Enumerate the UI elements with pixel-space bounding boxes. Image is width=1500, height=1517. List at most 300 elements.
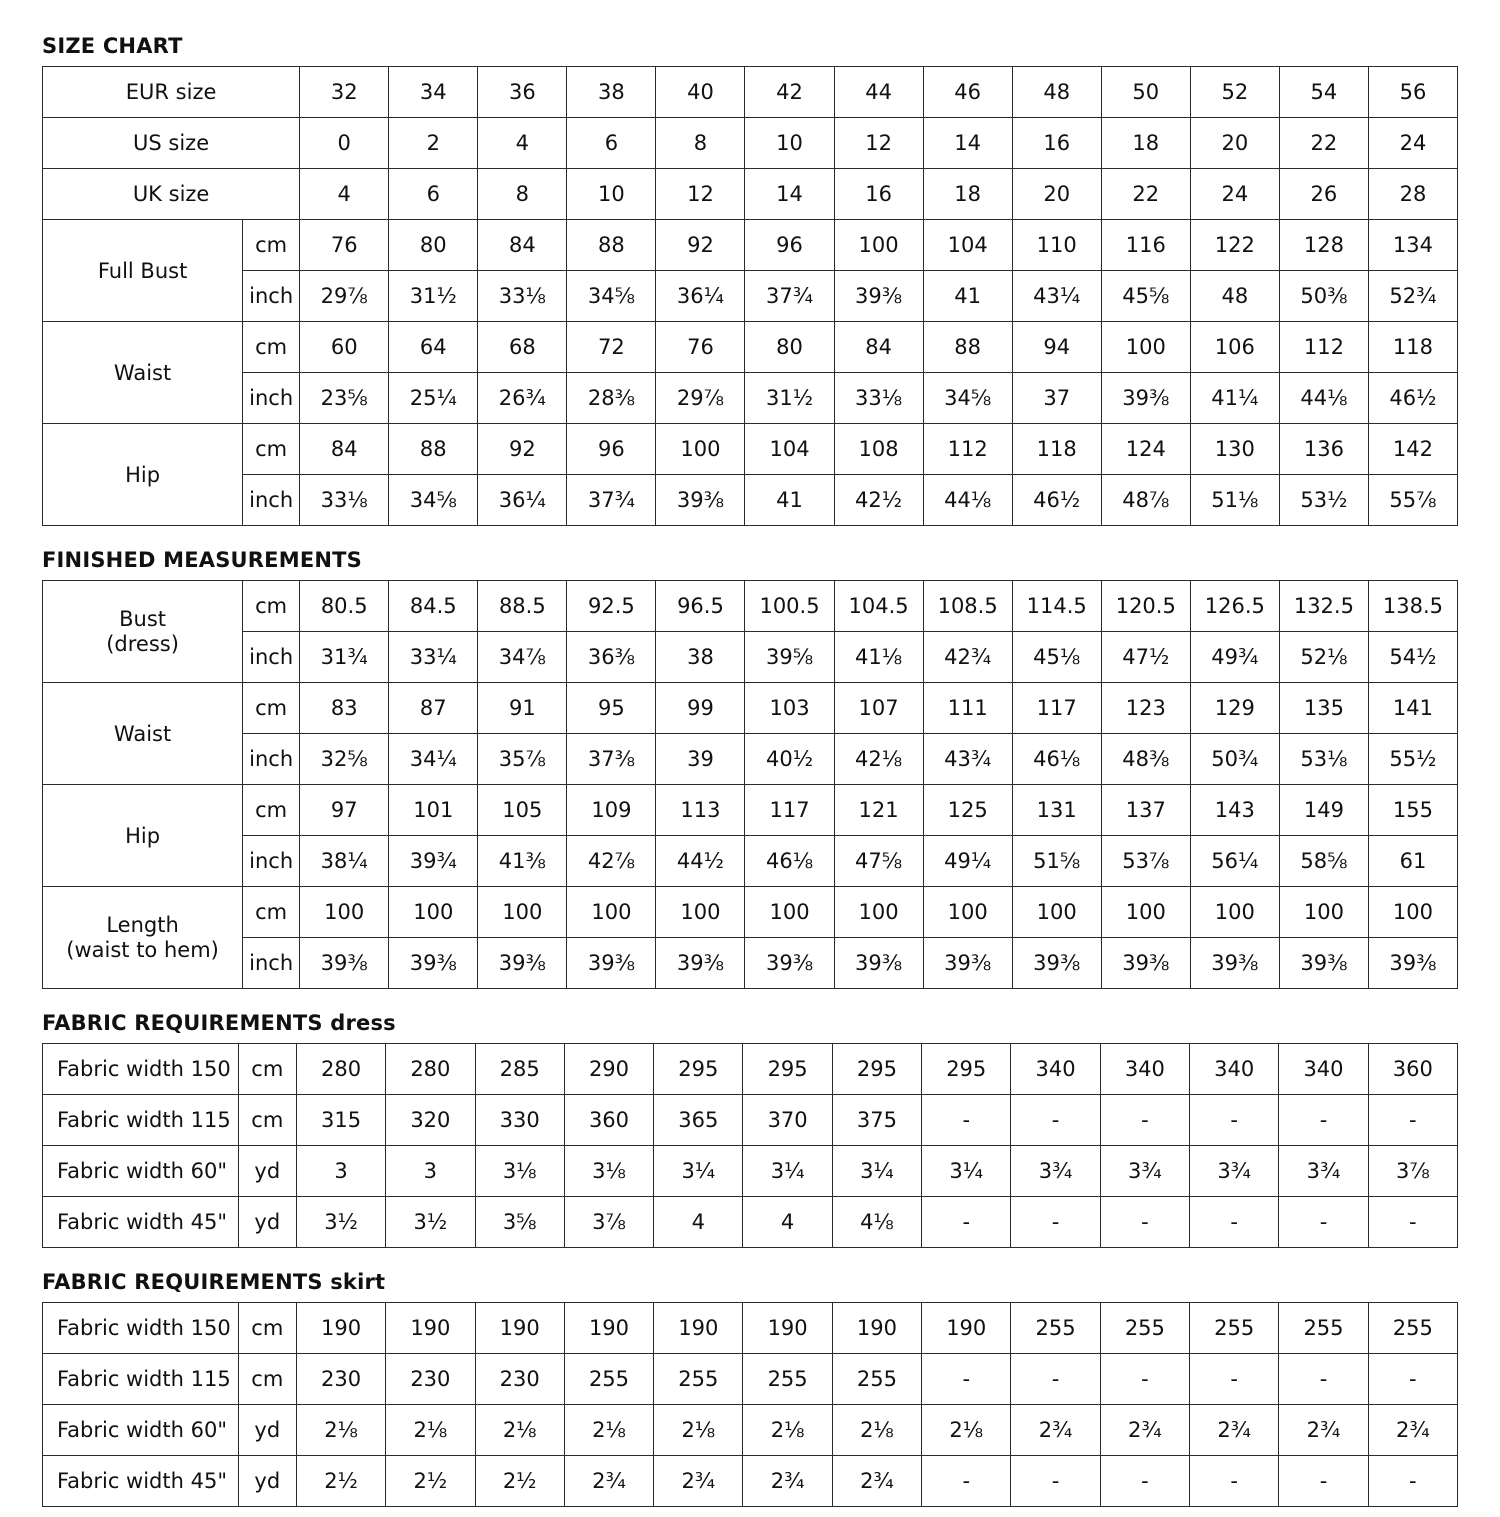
table-cell: 39⅜ bbox=[1190, 938, 1279, 989]
row-unit: inch bbox=[243, 475, 300, 526]
table-cell: 108.5 bbox=[923, 581, 1012, 632]
table-cell: 123 bbox=[1101, 683, 1190, 734]
table-cell: 34 bbox=[389, 67, 478, 118]
table-cell: 34⅞ bbox=[478, 632, 567, 683]
table-cell: 149 bbox=[1279, 785, 1368, 836]
table-cell: 365 bbox=[654, 1095, 743, 1146]
row-unit: cm bbox=[238, 1303, 296, 1354]
table-cell: 43¾ bbox=[923, 734, 1012, 785]
table-cell: 39⅜ bbox=[656, 475, 745, 526]
table-cell: 280 bbox=[296, 1044, 385, 1095]
table-cell: 32⅝ bbox=[300, 734, 389, 785]
table-cell: 33⅛ bbox=[478, 271, 567, 322]
row-unit: yd bbox=[238, 1146, 296, 1197]
table-cell: 56¼ bbox=[1190, 836, 1279, 887]
table-cell: 8 bbox=[478, 169, 567, 220]
row-unit: cm bbox=[243, 683, 300, 734]
table-row bbox=[43, 1405, 1458, 1456]
table-cell: - bbox=[1190, 1456, 1279, 1507]
table-cell: 49¾ bbox=[1190, 632, 1279, 683]
table-cell: 80.5 bbox=[300, 581, 389, 632]
table-cell: 50 bbox=[1101, 67, 1190, 118]
table-cell: 100 bbox=[1101, 322, 1190, 373]
row-label: US size bbox=[43, 118, 300, 169]
table-cell: 38 bbox=[567, 67, 656, 118]
table-cell: 6 bbox=[389, 169, 478, 220]
row-unit: cm bbox=[238, 1354, 296, 1405]
table-cell: 80 bbox=[389, 220, 478, 271]
table-cell: - bbox=[922, 1456, 1011, 1507]
table-row bbox=[43, 683, 1458, 734]
table-cell: 43¼ bbox=[1012, 271, 1101, 322]
table-cell: - bbox=[1368, 1354, 1457, 1405]
table-row bbox=[43, 1146, 1458, 1197]
table-cell: 61 bbox=[1368, 836, 1457, 887]
row-label: Fabric width 150 bbox=[43, 1044, 239, 1095]
table-cell: 36¼ bbox=[656, 271, 745, 322]
table-cell: 42⅞ bbox=[567, 836, 656, 887]
table-cell: 16 bbox=[1012, 118, 1101, 169]
table-cell: 295 bbox=[654, 1044, 743, 1095]
row-label: Hip bbox=[43, 424, 243, 526]
table-cell: 290 bbox=[564, 1044, 653, 1095]
table-cell: 155 bbox=[1368, 785, 1457, 836]
row-unit: yd bbox=[238, 1197, 296, 1248]
table-cell: - bbox=[1011, 1456, 1100, 1507]
row-label: Fabric width 150 bbox=[43, 1303, 239, 1354]
table-cell: 370 bbox=[743, 1095, 832, 1146]
table-cell: - bbox=[1100, 1197, 1189, 1248]
table-cell: 56 bbox=[1368, 67, 1457, 118]
table-cell: 4 bbox=[654, 1197, 743, 1248]
table-cell: - bbox=[1368, 1456, 1457, 1507]
table-cell: - bbox=[1011, 1197, 1100, 1248]
table-cell: 118 bbox=[1368, 322, 1457, 373]
table-cell: 3 bbox=[296, 1146, 385, 1197]
table-cell: 2¾ bbox=[1368, 1405, 1457, 1456]
section-title-size-chart: SIZE CHART bbox=[42, 34, 183, 58]
table-cell: 96 bbox=[567, 424, 656, 475]
table-cell: 255 bbox=[1190, 1303, 1279, 1354]
table-cell: 46⅛ bbox=[1012, 734, 1101, 785]
row-unit: yd bbox=[238, 1405, 296, 1456]
table-cell: 40½ bbox=[745, 734, 834, 785]
table-cell: 48⅜ bbox=[1101, 734, 1190, 785]
table-cell: 40 bbox=[656, 67, 745, 118]
table-cell: 44⅛ bbox=[923, 475, 1012, 526]
table-cell: - bbox=[1279, 1095, 1368, 1146]
table-cell: 54 bbox=[1279, 67, 1368, 118]
table-cell: 122 bbox=[1190, 220, 1279, 271]
table-cell: 39⅜ bbox=[300, 938, 389, 989]
table-cell: 44 bbox=[834, 67, 923, 118]
table-cell: 142 bbox=[1368, 424, 1457, 475]
table-cell: 255 bbox=[1100, 1303, 1189, 1354]
table-cell: 29⅞ bbox=[656, 373, 745, 424]
table-cell: 190 bbox=[832, 1303, 921, 1354]
table-cell: 132.5 bbox=[1279, 581, 1368, 632]
table-cell: 320 bbox=[386, 1095, 475, 1146]
table-fabric-requirements-dress bbox=[42, 1043, 1458, 1248]
row-label: Hip bbox=[43, 785, 243, 887]
table-row bbox=[43, 887, 1458, 938]
table-cell: 35⅞ bbox=[478, 734, 567, 785]
table-cell: 2¾ bbox=[1279, 1405, 1368, 1456]
table-cell: 255 bbox=[1368, 1303, 1457, 1354]
table-cell: 76 bbox=[656, 322, 745, 373]
table-cell: - bbox=[1279, 1354, 1368, 1405]
table-cell: 2⅛ bbox=[832, 1405, 921, 1456]
table-cell: 41¼ bbox=[1190, 373, 1279, 424]
table-cell: 39⅜ bbox=[656, 938, 745, 989]
table-cell: 2¾ bbox=[743, 1456, 832, 1507]
table-cell: 55½ bbox=[1368, 734, 1457, 785]
table-cell: 360 bbox=[564, 1095, 653, 1146]
row-label: EUR size bbox=[43, 67, 300, 118]
table-cell: 39⅜ bbox=[1012, 938, 1101, 989]
table-cell: 36⅜ bbox=[567, 632, 656, 683]
table-cell: 100 bbox=[389, 887, 478, 938]
table-cell: 2¾ bbox=[564, 1456, 653, 1507]
row-label: Fabric width 60" bbox=[43, 1146, 239, 1197]
table-cell: 2¾ bbox=[1100, 1405, 1189, 1456]
table-cell: 2⅛ bbox=[296, 1405, 385, 1456]
table-cell: 100.5 bbox=[745, 581, 834, 632]
table-row bbox=[43, 1354, 1458, 1405]
table-cell: 295 bbox=[832, 1044, 921, 1095]
table-cell: - bbox=[922, 1197, 1011, 1248]
table-finished-measurements bbox=[42, 580, 1458, 989]
table-row bbox=[43, 581, 1458, 632]
table-cell: 3½ bbox=[386, 1197, 475, 1248]
table-cell: 114.5 bbox=[1012, 581, 1101, 632]
table-cell: 340 bbox=[1100, 1044, 1189, 1095]
table-cell: - bbox=[922, 1095, 1011, 1146]
table-cell: - bbox=[1100, 1456, 1189, 1507]
table-cell: 2⅛ bbox=[743, 1405, 832, 1456]
table-cell: 34⅝ bbox=[923, 373, 1012, 424]
table-cell: 3⅞ bbox=[1368, 1146, 1457, 1197]
table-cell: - bbox=[1368, 1197, 1457, 1248]
table-cell: 255 bbox=[564, 1354, 653, 1405]
table-cell: 44½ bbox=[656, 836, 745, 887]
table-cell: 103 bbox=[745, 683, 834, 734]
table-row bbox=[43, 118, 1458, 169]
row-unit: inch bbox=[243, 836, 300, 887]
table-cell: 20 bbox=[1012, 169, 1101, 220]
table-cell: 37⅜ bbox=[567, 734, 656, 785]
table-size-chart bbox=[42, 66, 1458, 526]
table-cell: 2⅛ bbox=[475, 1405, 564, 1456]
row-unit: cm bbox=[243, 220, 300, 271]
table-cell: 48 bbox=[1012, 67, 1101, 118]
table-cell: 49¼ bbox=[923, 836, 1012, 887]
table-cell: 39⅜ bbox=[745, 938, 834, 989]
table-cell: 295 bbox=[743, 1044, 832, 1095]
table-cell: 230 bbox=[296, 1354, 385, 1405]
row-unit: cm bbox=[243, 322, 300, 373]
table-cell: 117 bbox=[745, 785, 834, 836]
table-cell: 34⅝ bbox=[389, 475, 478, 526]
table-cell: 33⅛ bbox=[300, 475, 389, 526]
table-cell: 109 bbox=[567, 785, 656, 836]
table-cell: 100 bbox=[1101, 887, 1190, 938]
table-cell: 80 bbox=[745, 322, 834, 373]
table-cell: 68 bbox=[478, 322, 567, 373]
table-cell: 48⅞ bbox=[1101, 475, 1190, 526]
table-cell: 3¼ bbox=[832, 1146, 921, 1197]
table-cell: 88 bbox=[389, 424, 478, 475]
table-cell: 255 bbox=[832, 1354, 921, 1405]
table-cell: 18 bbox=[1101, 118, 1190, 169]
table-cell: 95 bbox=[567, 683, 656, 734]
table-cell: 32 bbox=[300, 67, 389, 118]
table-cell: 72 bbox=[567, 322, 656, 373]
row-label: Waist bbox=[43, 322, 243, 424]
table-cell: 52¾ bbox=[1368, 271, 1457, 322]
table-row bbox=[43, 322, 1458, 373]
table-cell: 285 bbox=[475, 1044, 564, 1095]
row-unit: cm bbox=[238, 1044, 296, 1095]
table-cell: 100 bbox=[1368, 887, 1457, 938]
row-label: Fabric width 45" bbox=[43, 1197, 239, 1248]
row-label: Fabric width 45" bbox=[43, 1456, 239, 1507]
table-cell: 4 bbox=[743, 1197, 832, 1248]
table-cell: 53⅛ bbox=[1279, 734, 1368, 785]
table-cell: 6 bbox=[567, 118, 656, 169]
table-cell: 41⅛ bbox=[834, 632, 923, 683]
table-cell: 41 bbox=[745, 475, 834, 526]
table-cell: 255 bbox=[1011, 1303, 1100, 1354]
row-unit: cm bbox=[243, 581, 300, 632]
table-cell: 76 bbox=[300, 220, 389, 271]
table-cell: 18 bbox=[923, 169, 1012, 220]
table-cell: 295 bbox=[922, 1044, 1011, 1095]
table-cell: 3 bbox=[386, 1146, 475, 1197]
table-row bbox=[43, 1095, 1458, 1146]
table-cell: 375 bbox=[832, 1095, 921, 1146]
table-cell: 100 bbox=[834, 887, 923, 938]
table-cell: 2¾ bbox=[1190, 1405, 1279, 1456]
table-cell: 129 bbox=[1190, 683, 1279, 734]
table-cell: 37¾ bbox=[567, 475, 656, 526]
table-cell: - bbox=[1011, 1095, 1100, 1146]
table-cell: 36 bbox=[478, 67, 567, 118]
table-cell: 16 bbox=[834, 169, 923, 220]
row-unit: cm bbox=[243, 785, 300, 836]
table-row bbox=[43, 1303, 1458, 1354]
table-cell: 131 bbox=[1012, 785, 1101, 836]
table-cell: 126.5 bbox=[1190, 581, 1279, 632]
table-row bbox=[43, 424, 1458, 475]
table-cell: 52⅛ bbox=[1279, 632, 1368, 683]
table-cell: 190 bbox=[743, 1303, 832, 1354]
table-cell: 124 bbox=[1101, 424, 1190, 475]
row-label: Waist bbox=[43, 683, 243, 785]
table-cell: 36¼ bbox=[478, 475, 567, 526]
table-cell: - bbox=[1368, 1095, 1457, 1146]
table-cell: 2 bbox=[389, 118, 478, 169]
table-cell: 100 bbox=[745, 887, 834, 938]
table-cell: - bbox=[1190, 1095, 1279, 1146]
table-cell: 330 bbox=[475, 1095, 564, 1146]
table-cell: 88.5 bbox=[478, 581, 567, 632]
table-cell: 120.5 bbox=[1101, 581, 1190, 632]
table-cell: 3⅛ bbox=[475, 1146, 564, 1197]
table-cell: 39⅜ bbox=[1279, 938, 1368, 989]
table-cell: 190 bbox=[654, 1303, 743, 1354]
table-cell: 39⅜ bbox=[923, 938, 1012, 989]
row-unit: cm bbox=[238, 1095, 296, 1146]
table-cell: 96.5 bbox=[656, 581, 745, 632]
table-cell: 4 bbox=[478, 118, 567, 169]
table-cell: 41 bbox=[923, 271, 1012, 322]
table-cell: 83 bbox=[300, 683, 389, 734]
table-cell: 33⅛ bbox=[834, 373, 923, 424]
table-cell: 230 bbox=[386, 1354, 475, 1405]
table-cell: 100 bbox=[923, 887, 1012, 938]
table-cell: - bbox=[1011, 1354, 1100, 1405]
section-title-fabric-requirements-skirt: FABRIC REQUIREMENTS skirt bbox=[42, 1270, 386, 1294]
table-cell: 138.5 bbox=[1368, 581, 1457, 632]
table-row bbox=[43, 734, 1458, 785]
table-cell: 24 bbox=[1190, 169, 1279, 220]
table-fabric-requirements-skirt bbox=[42, 1302, 1458, 1507]
table-cell: 190 bbox=[386, 1303, 475, 1354]
table-cell: 134 bbox=[1368, 220, 1457, 271]
table-cell: 3¼ bbox=[743, 1146, 832, 1197]
table-cell: 128 bbox=[1279, 220, 1368, 271]
table-cell: 136 bbox=[1279, 424, 1368, 475]
table-cell: 315 bbox=[296, 1095, 385, 1146]
table-cell: 3½ bbox=[296, 1197, 385, 1248]
table-cell: 3¾ bbox=[1011, 1146, 1100, 1197]
table-cell: 26¾ bbox=[478, 373, 567, 424]
row-unit: inch bbox=[243, 373, 300, 424]
table-cell: 105 bbox=[478, 785, 567, 836]
table-cell: 46⅛ bbox=[745, 836, 834, 887]
table-cell: 39⅜ bbox=[567, 938, 656, 989]
table-cell: 190 bbox=[296, 1303, 385, 1354]
table-cell: 100 bbox=[478, 887, 567, 938]
table-cell: 0 bbox=[300, 118, 389, 169]
table-cell: 104.5 bbox=[834, 581, 923, 632]
table-row bbox=[43, 67, 1458, 118]
table-cell: - bbox=[1190, 1197, 1279, 1248]
table-cell: 23⅝ bbox=[300, 373, 389, 424]
table-cell: 3¾ bbox=[1279, 1146, 1368, 1197]
table-cell: 45⅝ bbox=[1101, 271, 1190, 322]
table-cell: 91 bbox=[478, 683, 567, 734]
table-cell: 46 bbox=[923, 67, 1012, 118]
table-cell: 113 bbox=[656, 785, 745, 836]
table-cell: 84.5 bbox=[389, 581, 478, 632]
table-cell: 45⅛ bbox=[1012, 632, 1101, 683]
table-cell: 50¾ bbox=[1190, 734, 1279, 785]
table-cell: 118 bbox=[1012, 424, 1101, 475]
table-cell: 108 bbox=[834, 424, 923, 475]
table-cell: 14 bbox=[923, 118, 1012, 169]
table-cell: 112 bbox=[1279, 322, 1368, 373]
table-cell: 39⅜ bbox=[478, 938, 567, 989]
table-cell: 112 bbox=[923, 424, 1012, 475]
table-cell: 47⅝ bbox=[834, 836, 923, 887]
table-cell: 100 bbox=[834, 220, 923, 271]
table-cell: 96 bbox=[745, 220, 834, 271]
table-cell: 104 bbox=[745, 424, 834, 475]
table-cell: 190 bbox=[475, 1303, 564, 1354]
table-cell: 84 bbox=[834, 322, 923, 373]
table-cell: 2⅛ bbox=[386, 1405, 475, 1456]
table-cell: 28 bbox=[1368, 169, 1457, 220]
table-cell: - bbox=[1279, 1197, 1368, 1248]
table-cell: 37 bbox=[1012, 373, 1101, 424]
table-cell: 141 bbox=[1368, 683, 1457, 734]
table-cell: 2⅛ bbox=[564, 1405, 653, 1456]
table-cell: 26 bbox=[1279, 169, 1368, 220]
table-cell: 3¼ bbox=[922, 1146, 1011, 1197]
table-cell: 42 bbox=[745, 67, 834, 118]
table-cell: 125 bbox=[923, 785, 1012, 836]
table-row bbox=[43, 271, 1458, 322]
row-unit: inch bbox=[243, 271, 300, 322]
row-unit: yd bbox=[238, 1456, 296, 1507]
table-cell: 51⅛ bbox=[1190, 475, 1279, 526]
table-cell: 33¼ bbox=[389, 632, 478, 683]
table-cell: 100 bbox=[656, 424, 745, 475]
table-row bbox=[43, 785, 1458, 836]
table-cell: 14 bbox=[745, 169, 834, 220]
table-cell: 39⅜ bbox=[1368, 938, 1457, 989]
table-cell: 39⅜ bbox=[1101, 938, 1190, 989]
table-cell: 37¾ bbox=[745, 271, 834, 322]
row-label: Fabric width 115 bbox=[43, 1095, 239, 1146]
row-label: Length (waist to hem) bbox=[43, 887, 243, 989]
table-cell: 50⅜ bbox=[1279, 271, 1368, 322]
table-cell: 64 bbox=[389, 322, 478, 373]
section-title-finished-measurements: FINISHED MEASUREMENTS bbox=[42, 548, 362, 572]
table-cell: 92 bbox=[478, 424, 567, 475]
table-cell: 2½ bbox=[475, 1456, 564, 1507]
table-cell: - bbox=[1190, 1354, 1279, 1405]
table-cell: 39⅝ bbox=[745, 632, 834, 683]
table-cell: 2¾ bbox=[654, 1456, 743, 1507]
table-cell: 2½ bbox=[296, 1456, 385, 1507]
table-cell: 84 bbox=[300, 424, 389, 475]
table-cell: 230 bbox=[475, 1354, 564, 1405]
table-cell: 41⅜ bbox=[478, 836, 567, 887]
table-row bbox=[43, 1197, 1458, 1248]
row-label: Full Bust bbox=[43, 220, 243, 322]
table-cell: 100 bbox=[567, 887, 656, 938]
table-cell: 54½ bbox=[1368, 632, 1457, 683]
table-cell: 97 bbox=[300, 785, 389, 836]
table-cell: 2⅛ bbox=[922, 1405, 1011, 1456]
table-cell: 22 bbox=[1101, 169, 1190, 220]
table-cell: 25¼ bbox=[389, 373, 478, 424]
table-cell: 42⅛ bbox=[834, 734, 923, 785]
table-cell: 111 bbox=[923, 683, 1012, 734]
row-label: Fabric width 60" bbox=[43, 1405, 239, 1456]
table-cell: 60 bbox=[300, 322, 389, 373]
table-cell: 117 bbox=[1012, 683, 1101, 734]
table-cell: 2½ bbox=[386, 1456, 475, 1507]
table-cell: 130 bbox=[1190, 424, 1279, 475]
table-cell: 280 bbox=[386, 1044, 475, 1095]
table-cell: 100 bbox=[300, 887, 389, 938]
table-cell: 58⅝ bbox=[1279, 836, 1368, 887]
table-cell: 255 bbox=[743, 1354, 832, 1405]
